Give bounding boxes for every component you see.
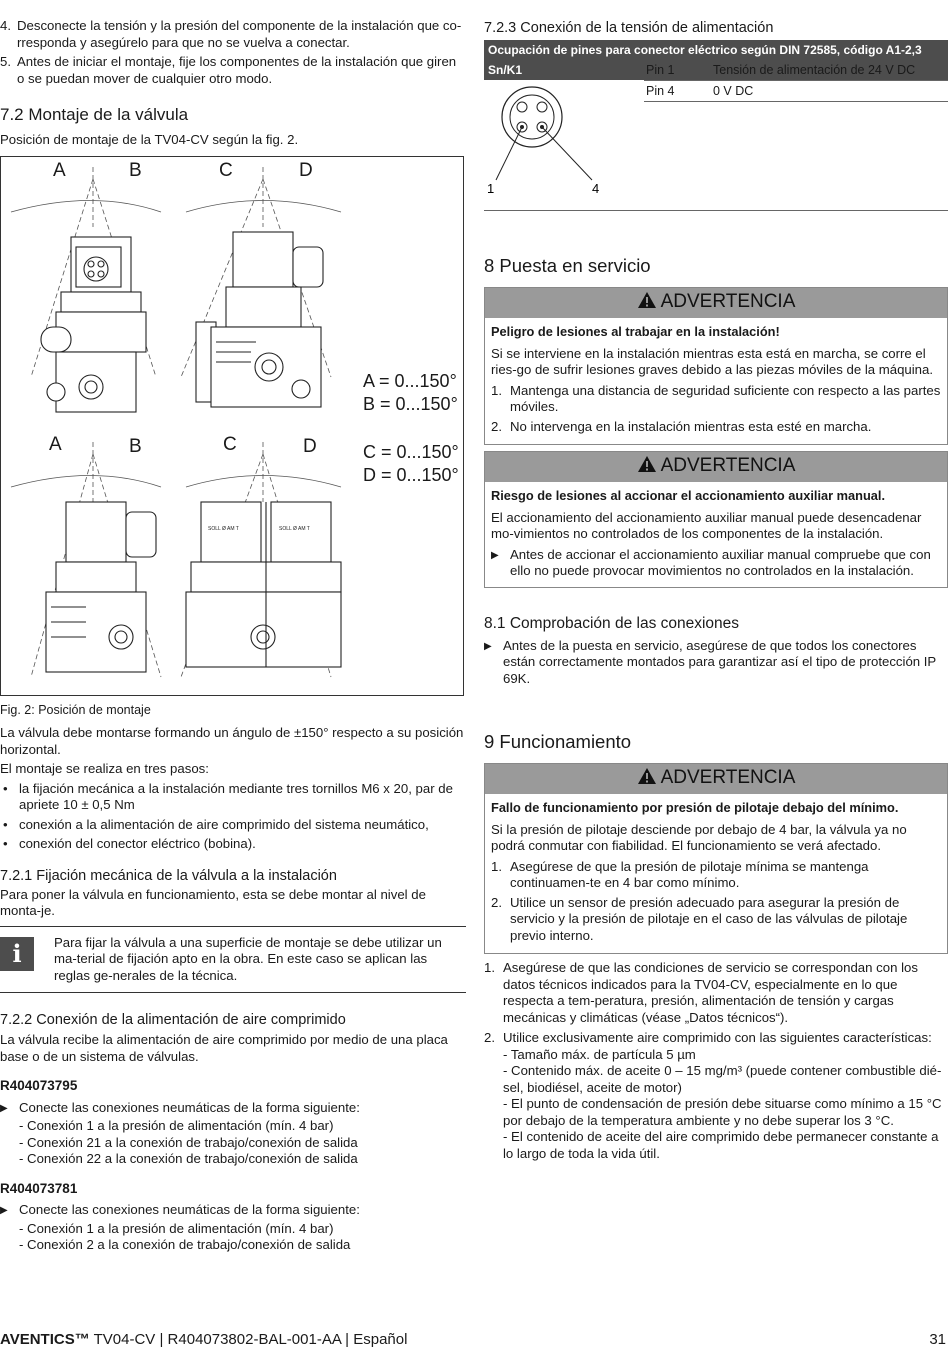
product-code-1: R404073795: [0, 1078, 78, 1093]
para-angle: La válvula debe montarse formando un ángulo de ±150° respecto a su posición horizontal.: [0, 725, 464, 757]
section-7-2-1-text: Para poner la válvula en funcionamiento, esta se debe montar al nivel de monta-je.: [0, 886, 426, 918]
section-7-2-1-title: 7.2.1 Fijación mecánica de la válvula a la instalación: [0, 867, 337, 884]
warning-box-1: ADVERTENCIA Peligro de lesiones al trabajar en la instalación! Si se interviene en la instalación mientras esta está en marcha, se corre el ries-go de sufrir lesiones graves debido a las piezas móviles de la máquina. 1. Mantenga una distancia de seguridad suficiente con respecto a las partes móviles. 2. No intervenga en la instalación mientras esta esté en marcha.: [484, 287, 948, 445]
pin-label-4: 4: [592, 181, 600, 196]
section-7-2-intro: Posición de montaje de la TV04-CV según la fig. 2.: [0, 132, 299, 147]
section-8-title: 8 Puesta en servicio: [484, 255, 651, 276]
angle-letter-b: B: [129, 159, 142, 181]
brand-name: AVENTICS™: [0, 1331, 90, 1348]
angle-letter-a: A: [53, 159, 66, 181]
angle-letter-b: B: [129, 435, 142, 457]
angle-spec-ab: A = 0...150° B = 0...150°: [363, 370, 458, 414]
bullet-list: [0, 781, 466, 853]
angle-letter-d: D: [299, 159, 313, 181]
warning-box-3: ADVERTENCIA Fallo de funcionamiento por presión de pilotaje debajo del mínimo. Si la presión de pilotaje desciende por debajo de 4 bar, la válvula ya no podrá conmutar con fiabilidad. El funcionamiento se verá afectado. 1. Asegúrese de que la presión de pilotaje mínima se mantenga continuamen-te en 4 bar como mínimo. 2. Utilice un sensor de presión adecuado para asegurar la presión de servicio y la presión de pilotaje en el caso de las válvulas de pilotaje previo interno.: [484, 763, 948, 954]
operation-steps: [484, 960, 948, 1162]
list-item: 1. Asegúrese de que la presión de pilotaje mínima se mantenga continuamen-te en 4 bar como mínimo.: [491, 858, 869, 890]
list-item: • conexión del conector eléctrico (bobina).: [3, 836, 256, 851]
list-item: ▶ Antes de accionar el accionamiento auxiliar manual compruebe que con ello no puede provocar movimientos no controlados en la instalación.: [491, 546, 931, 578]
warning-header: ADVERTENCIA: [485, 288, 947, 318]
warning-triangle-icon: [637, 454, 657, 482]
mounting-drawing: [1, 157, 464, 696]
info-note-text: Para fijar la válvula a una superficie de montaje se debe utilizar un ma-terial de fijación apto en la obra. En este caso se aplican las reglas ge-nerales de la técnica.: [54, 934, 442, 983]
info-note: [0, 926, 466, 994]
list-item: 5. Antes de iniciar el montaje, fije los componentes de la instalación que giren o se puedan mover de cualquier otro modo.: [0, 54, 457, 86]
section-7-2-title: 7.2 Montaje de la válvula: [0, 105, 189, 124]
left-column: [0, 18, 466, 1254]
angle-letter-c: C: [219, 159, 233, 181]
mounting-figure: [0, 156, 464, 696]
svg-text:SOLL Ø AM T: SOLL Ø AM T: [208, 525, 239, 532]
svg-text:SOLL Ø AM T: SOLL Ø AM T: [279, 525, 310, 532]
info-icon: i: [0, 937, 34, 971]
figure-caption: Fig. 2: Posición de montaje: [0, 702, 151, 717]
pin-label-1: 1: [487, 181, 495, 196]
product-code-2: R404073781: [0, 1180, 78, 1196]
connection-list-2: ▶ Conecte las conexiones neumáticas de la forma siguiente: - Conexión 1 a la presión de alimentación (mín. 4 bar) - Conexión 2 a la conexión de trabajo/conexión de salida: [0, 1202, 466, 1254]
section-7-2-2-text: La válvula recibe la alimentación de aire comprimido por medio de una placa base o de un sistema de válvulas.: [0, 1032, 448, 1064]
list-item: ▶ Conecte las conexiones neumáticas de la forma siguiente:: [0, 1100, 466, 1118]
list-item: 2. Utilice exclusivamente aire comprimido con las siguientes características: - Tamaño máx. de partícula 5 µm - Contenido máx. de aceite 0 – 15 mg/m³ (puede contener combustible dié-sel, biodiésel, aceite de motor) - El punto de condensación de presión debe situarse como mínimo a 15 °C por debajo de la temperatura ambiente y no debe superar los 3 °C. - El contenido de aceite del aire comprimido debe permanecer constante a lo largo de toda la vida útil.: [484, 1030, 942, 1161]
triangle-bullet-icon: ▶: [0, 1205, 8, 1216]
list-item: • la fijación mecánica a la instalación mediante tres tornillos M6 x 20, par de apriete 10 ± 0,5 Nm: [3, 780, 453, 812]
angle-letter-d: D: [303, 435, 317, 457]
angle-letter-c: C: [223, 433, 237, 455]
triangle-bullet-icon: ▶: [484, 640, 492, 652]
warning-triangle-icon: [637, 290, 657, 318]
section-9-title: 9 Funcionamiento: [484, 731, 632, 752]
document-id: TV04-CV | R404073802-BAL-001-AA | Español: [89, 1331, 408, 1348]
list-item: ▶ Antes de la puesta en servicio, asegúrese de que todos los conectores están correctamente montados para garantizar así el tipo de protección IP 69K.: [484, 637, 936, 686]
angle-spec-cd: C = 0...150° D = 0...150°: [363, 441, 459, 485]
page-number: 31: [929, 1331, 946, 1348]
list-item: • conexión a la alimentación de aire comprimido del sistema neumático,: [3, 816, 429, 832]
triangle-bullet-icon: ▶: [0, 1102, 8, 1114]
list-item: 1. Mantenga una distancia de seguridad suficiente con respecto a las partes móviles.: [491, 382, 941, 414]
warning-box-2: ADVERTENCIA Riesgo de lesiones al accionar el accionamiento auxiliar manual. El accionamiento del accionamiento auxiliar manual puede desencadenar mo-vimientos no controlados de los componentes de la instalación. ▶ Antes de accionar el accionamiento auxiliar manual compruebe que con ello no puede provocar movimientos no controlados en la instalación.: [484, 451, 948, 588]
pin-assignment: [484, 40, 948, 211]
right-column: [484, 18, 948, 1165]
table-row: Pin 4 0 V DC: [644, 81, 948, 102]
section-7-2-2-title: 7.2.2 Conexión de la alimentación de aire comprimido: [0, 1012, 346, 1028]
warning-header: ADVERTENCIA: [485, 452, 947, 482]
connector-drawing: [484, 62, 624, 197]
list-item: 1. Asegúrese de que las condiciones de servicio se correspondan con los datos técnicos indicados para la TV04-CV, especialmente en lo que respecta a tem-peratura, presión, alimentación de tensión y cargas mecánicas y climáticas (véase „Datos técnicos“).: [484, 960, 918, 1025]
list-item: 4. Desconecte la tensión y la presión del componente de la instalación que co-rresponda y asegúrelo para que no se vuelva a conectar.: [0, 18, 462, 50]
section-8-1-title: 8.1 Comprobación de las conexiones: [484, 614, 740, 632]
triangle-bullet-icon: ▶: [491, 549, 499, 561]
list-item: 2. Utilice un sensor de presión adecuado para asegurar la presión de servicio y la presión de pilotaje en el caso de las válvulas de pilotaje previo interno.: [491, 894, 908, 943]
section-7-2-3-title: 7.2.3 Conexión de la tensión de alimentación: [484, 20, 774, 36]
table-row: Pin 1 Tensión de alimentación de 24 V DC: [644, 60, 948, 81]
warning-triangle-icon: [637, 766, 657, 794]
pin-table-header: Ocupación de pines para conector eléctrico según DIN 72585, código A1-2,3 Sn/K1: [484, 40, 948, 80]
angle-letter-a: A: [49, 433, 62, 455]
para-steps: El montaje se realiza en tres pasos:: [0, 761, 209, 776]
warning-header: ADVERTENCIA: [485, 764, 947, 794]
list-item: 2. No intervenga en la instalación mientras esta esté en marcha.: [491, 418, 872, 434]
page-footer: [0, 1332, 950, 1354]
steps-top: [0, 18, 466, 87]
list-item: ▶ Conecte las conexiones neumáticas de la forma siguiente:: [0, 1202, 466, 1220]
connection-list-1: ▶ Conecte las conexiones neumáticas de la forma siguiente: - Conexión 1 a la presión de alimentación (mín. 4 bar) - Conexión 21 a la conexión de trabajo/conexión de salida - Conexión 22 a la conexión de trabajo/conexión de salida: [0, 1100, 466, 1168]
